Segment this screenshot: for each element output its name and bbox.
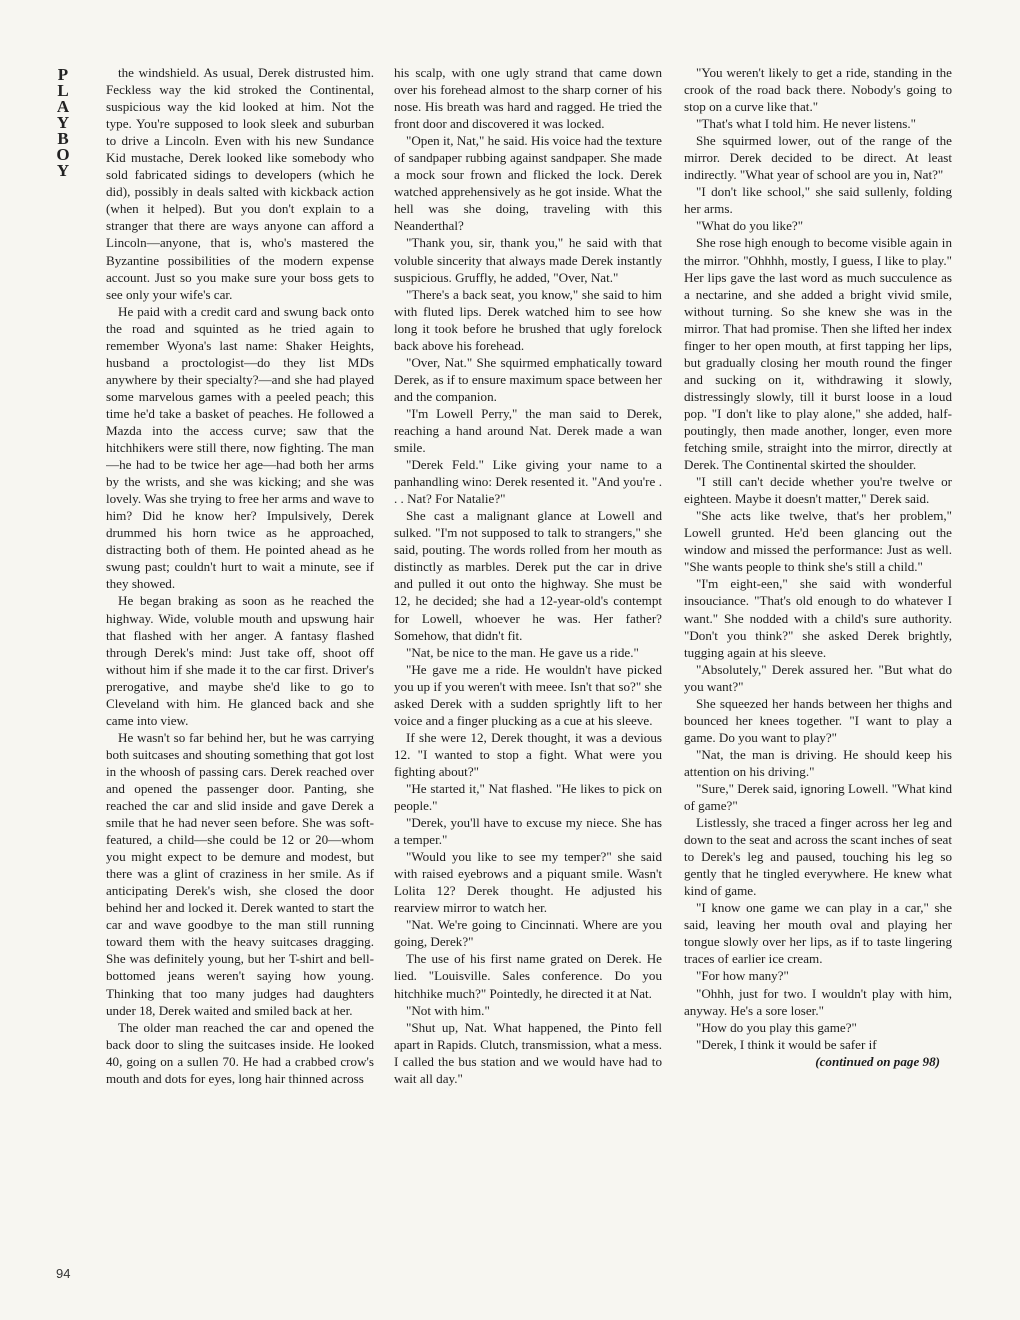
paragraph: "Shut up, Nat. What happened, the Pinto fell apart in Rapids. Clutch, transmission, what a mess. I called the bus station and we would have had to wait all day." [394,1019,662,1086]
paragraph: "I don't like school," she said sullenly, folding her arms. [684,184,952,217]
paragraph: "She acts like twelve, that's her problem," Lowell grunted. He'd been glancing out the window and missed the performance: Just as well. "She wants people to think she's still a child." [684,508,952,575]
paragraph: "What do you like?" [696,218,804,234]
masthead-letter: L [57,81,69,100]
paragraph: "I still can't decide whether you're twelve or eighteen. Maybe it doesn't matter," Derek said. [684,474,952,507]
paragraph: "Would you like to see my temper?" she said with raised eyebrows and a piquant smile. Wasn't Lolita 12? Derek thought. He adjusted his rearview mirror to watch her. [394,849,662,916]
paragraph: "I'm eight-een," she said with wonderful insouciance. "That's old enough to do whatever I want." She nodded with a child's sure authority. "Don't you think?" she asked Derek brightly, tugging again at his sleeve. [684,576,952,660]
paragraph: "Derek, I think it would be safer if [696,1036,877,1052]
paragraph: "I know one game we can play in a car," she said, leaving her mouth oval and playing her tongue slowly over her lips, as if to taste lingering traces of earlier ice cream. [684,900,952,967]
text-column-2 [394,64,662,1286]
paragraph: He wasn't so far behind her, but he was carrying both suitcases and shouting something that got lost in the whoosh of passing cars. Derek reached over and opened the passenger door. Panting, she reached the car and slid inside and gave Derek a smile that he had never seen before. She was soft-featured, a child—she could be 12 or 20—whom you might expect to be demure and modest, but there was a glint of craziness in her smile. As if anticipating Derek's wish, she closed the door behind her and locked it. Derek wanted to start the car and wave goodbye to the man still running toward them with the heavy suitcases dragging. She was definitely young, but her T-shirt and bell-bottomed jeans weren't saying how young. Thinking that too many judges had daughters under 18, Derek waited and smiled back at her. [106,729,374,1018]
paragraph: The use of his first name grated on Derek. He lied. "Louisville. Sales conference. Do you hitchhike much?" Pointedly, he directed it at Nat. [394,951,662,1001]
paragraph: "That's what I told him. He never listens." [696,116,916,132]
paragraph: She cast a malignant glance at Lowell and sulked. "I'm not supposed to talk to strangers," she said, pouting. The words rolled from her mouth as distinctly as marbles. Derek put the car in drive and pulled it out onto the highway. She must be 12, he decided; she had a 12-year-old's contempt for Lowell, whoever he was. Her father? Somehow, that didn't fit. [394,508,662,643]
paragraph: He paid with a credit card and swung back onto the road and squinted as he tried again to remember Wyona's last name: Shaker Heights, husband a proctologist—do they list MDs anywhere by their specialty?—and she had played some marvelous games with a peeled peach; this time he'd take a basket of peaches. He followed a Mazda into the access curve; saw that the hitchhikers were still there, now fighting. The man—he had to be twice her age—had both her arms by the wrists, and she was kicking; and she was lovely. Was she trying to free her arms and wave to him? Did he know her? Impulsively, Derek drummed his horn twice as he approached, distracting both of them. He pointed ahead as he swung past; couldn't hurt to wait a minute, see if they showed. [106,303,374,592]
paragraph: "Nat. We're going to Cincinnati. Where are you going, Derek?" [394,917,662,950]
paragraph: "He gave me a ride. He wouldn't have picked you up if you weren't with meee. Isn't that so?" she asked Derek with a sudden sprightly lift to her voice and a finger plucking as a cue at his sleeve. [394,661,662,728]
text-column-3 [684,64,952,1286]
paragraph: "There's a back seat, you know," she said to him with fluted lips. Derek watched him to see how long it took before he brushed that ugly forelock back above his forehead. [394,286,662,353]
paragraph: "He started it," Nat flashed. "He likes to pick on people." [394,780,662,814]
continued-note: (continued on page 98) [815,1053,940,1069]
paragraph: his scalp, with one ugly strand that came down over his forehead almost to the sharp corner of his nose. His breath was hard and ragged. He tried the front door and discovered it was locked. [394,65,662,132]
paragraph: "Not with him." [406,1002,490,1018]
paragraph: "Nat, the man is driving. He should keep his attention on his driving." [684,746,952,779]
paragraph: The older man reached the car and opened the back door to sling the suitcases inside. He looked 40, going on a sullen 70. He had a crabbed crow's mouth and dots for eyes, long hair thinned across [106,1019,374,1086]
page-number: 94 [56,1266,71,1281]
paragraph: "Over, Nat." She squirmed emphatically toward Derek, as if to ensure maximum space between her and the companion. [394,354,662,404]
paragraph: "Derek, you'll have to excuse my niece. She has a temper." [394,815,662,848]
text-column-1 [106,64,374,1286]
paragraph: "Sure," Derek said, ignoring Lowell. "What kind of game?" [684,780,952,814]
paragraph: "I'm Lowell Perry," the man said to Derek, reaching a hand around Nat. Derek made a wan smile. [394,405,662,456]
paragraph: "Open it, Nat," he said. His voice had the texture of sandpaper rubbing against sandpaper. She made a mock sour frown and flicked the lock. Derek watched apprehensively as he got inside. What the hell was she doing, traveling with this Neanderthal? [394,133,662,234]
paragraph: "Ohhh, just for two. I wouldn't play with him, anyway. He's a sore loser." [684,985,952,1018]
masthead-letter: B [57,129,69,148]
paragraph: She rose high enough to become visible again in the mirror. "Ohhhh, mostly, I guess, I like to play." Her lips gave the last word as much succulence as a nectarine, and she added a bright vivid smile, without turning. So she knew she was in the mirror. That had promise. Then she lifted her index finger to her open mouth, at first tapping her lips, but gradually closing her mouth round the finger and sucking on it, withdrawing it slowly, distressingly slowly, till it burst loose in a loud pop. "I don't like to play alone," she added, half-poutingly, then made another, longer, even more fetching smile, straight into the mirror, directly at Derek. The Continental skirted the shoulder. [684,235,952,473]
masthead-letter: A [56,97,70,116]
playboy-masthead [52,66,74,178]
masthead-letter: Y [56,161,70,180]
paragraph: "For how many?" [696,968,789,984]
paragraph: "Absolutely," Derek assured her. "But what do you want?" [684,661,952,694]
paragraph: "Thank you, sir, thank you," he said with that voluble sincerity that always made Derek instantly suspicious. Gruffly, he added, "Over, Nat." [394,235,662,285]
paragraph: If she were 12, Derek thought, it was a devious 12. "I wanted to stop a fight. What were you fighting about?" [394,729,662,779]
masthead-letter: Y [56,113,70,132]
paragraph: "Nat, be nice to the man. He gave us a ride." [406,644,639,660]
paragraph: She squirmed lower, out of the range of the mirror. Derek decided to be direct. At least indirectly. "What year of school are you in, Nat?" [684,133,952,183]
paragraph: "How do you play this game?" [696,1019,857,1035]
masthead-letter: O [56,145,70,164]
paragraph: "Derek Feld." Like giving your name to a panhandling wino: Derek resented it. "And you're . . . Nat? For Natalie?" [394,457,662,507]
paragraph: He began braking as soon as he reached the highway. Wide, voluble mouth and upswung hair that flashed with her anger. A fantasy flashed through Derek's mind: Just take off, shoot off without him if she made it to the car first. Driver's prerogative, and maybe she'd like to go to Cleveland with him. He glanced back and she came into view. [106,593,374,728]
paragraph: Listlessly, she traced a finger across her leg and down to the seat and across the scant inches of seat to Derek's leg and paused, touching his leg so gently that he tingled everywhere. He knew what kind of game. [684,815,952,899]
paragraph: "You weren't likely to get a ride, standing in the crook of the road back there. Nobody's going to stop on a curve like that." [684,65,952,115]
masthead-letter: P [57,65,69,84]
paragraph: She squeezed her hands between her thighs and bounced her knees together. "I want to play a game. Do you want to play?" [684,695,952,745]
paragraph: the windshield. As usual, Derek distrusted him. Feckless way the kid stroked the Continental, suspicious way the kid looked at him. Not the type. You're supposed to look sleek and suburban to drive a Lincoln. Even with his new Sundance Kid mustache, Derek looked like somebody who sold fabricated sidings to developers (which he did), possibly in deals salted with kickback action (when it helped). But you don't explain to a stranger that there are ways anyone can afford a Lincoln—anyone, that is, who's mastered the Byzantine possibilities of the modern expense account. Just so you make sure your boss gets to see only your wife's car. [106,65,374,302]
